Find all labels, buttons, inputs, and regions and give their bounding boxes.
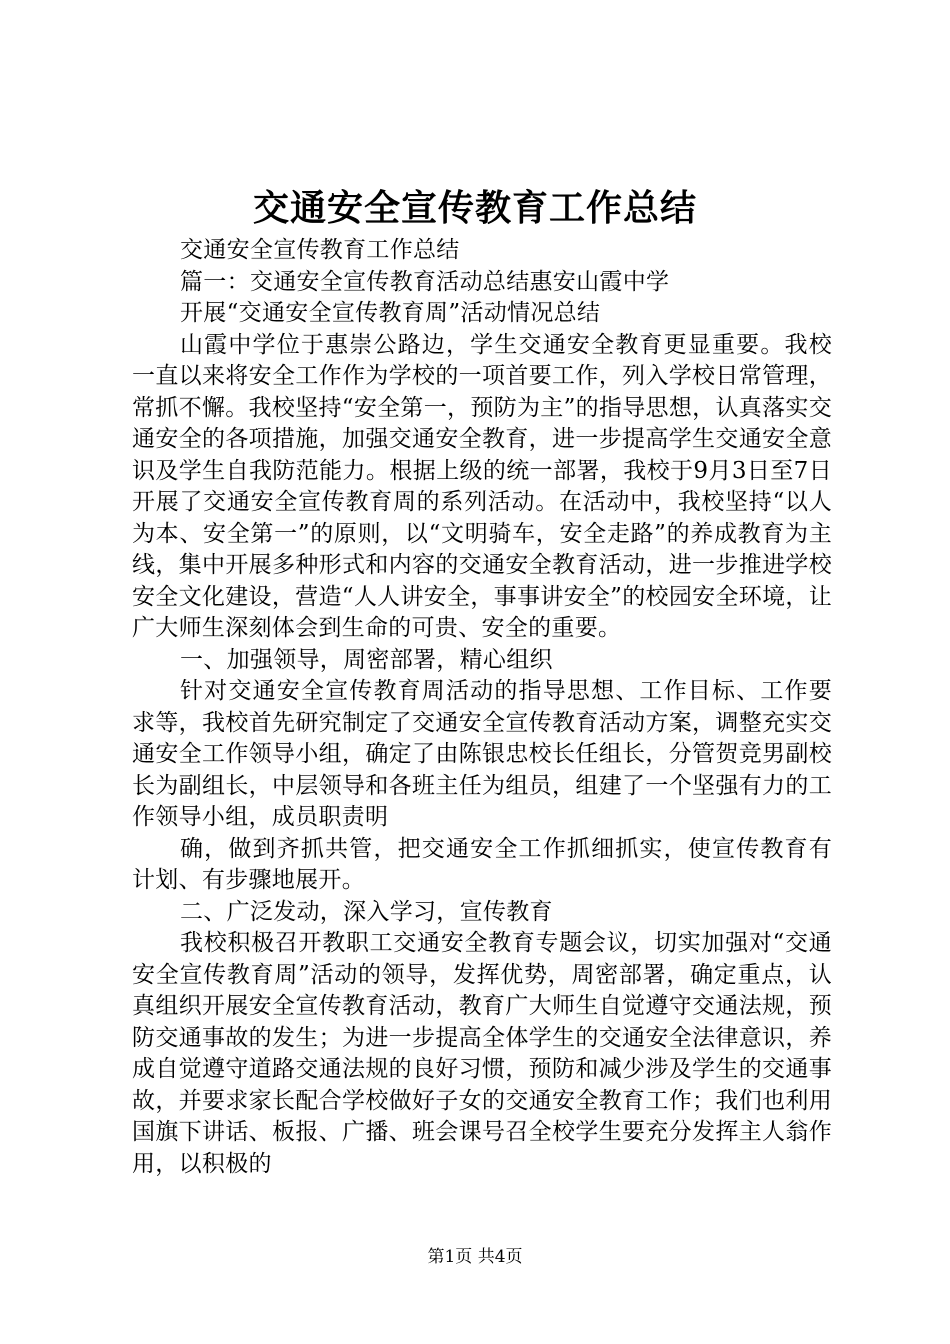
paragraph: 交通安全宣传教育工作总结 bbox=[180, 237, 460, 263]
paragraph: 篇一：交通安全宣传教育活动总结惠安山霞中学 bbox=[180, 268, 670, 295]
section-heading: 一、加强领导，周密部署，精心组织 bbox=[180, 646, 553, 673]
document-body bbox=[132, 235, 832, 1180]
section-heading: 二、广泛发动，深入学习，宣传教育 bbox=[180, 898, 553, 925]
paragraph: 开展“交通安全宣传教育周”活动情况总结 bbox=[180, 300, 601, 326]
paragraph: 确，做到齐抓共管，把交通安全工作抓细抓实，使宣传教育有计划、有步骤地展开。 bbox=[132, 835, 832, 893]
paragraph: 针对交通安全宣传教育周活动的指导思想、工作目标、工作要求等，我校首先研究制定了交通安全宣传教育活动方案，调整充实交通安全工作领导小组，确定了由陈银忠校长任组长，分管贺竞男副校长为副组长，中层领导和各班主任为组员，组建了一个坚强有力的工作领导小组，成员职责明 bbox=[132, 678, 832, 830]
paragraph: 山霞中学位于惠崇公路边，学生交通安全教育更显重要。我校一直以来将安全工作作为学校的一项首要工作，列入学校日常管理，常抓不懈。我校坚持“安全第一，预防为主”的指导思想，认真落实交通安全的各项措施，加强交通安全教育，进一步提高学生交通安全意识及学生自我防范能力。根据上级的统一部署，我校于9月3日至7日开展了交通安全宣传教育周的系列活动。在活动中，我校坚持“以人为本、安全第一”的原则，以“文明骑车，安全走路”的养成教育为主线，集中开展多种形式和内容的交通安全教育活动，进一步推进学校安全文化建设，营造“人人讲安全，事事讲安全”的校园安全环境，让广大师生深刻体会到生命的可贵、安全的重要。 bbox=[132, 331, 832, 641]
page-number-footer: 第1页 共4页 bbox=[427, 1247, 523, 1267]
document-title: 交通安全宣传教育工作总结 bbox=[252, 187, 697, 229]
paragraph: 我校积极召开教职工交通安全教育专题会议，切实加强对“交通安全宣传教育周”活动的领导，发挥优势，周密部署，确定重点，认真组织开展安全宣传教育活动，教育广大师生自觉遵守交通法规，预防交通事故的发生；为进一步提高全体学生的交通安全法律意识，养成自觉遵守道路交通法规的良好习惯，预防和减少涉及学生的交通事故，并要求家长配合学校做好子女的交通安全教育工作；我们也利用国旗下讲话、板报、广播、班会课号召全校学生要充分发挥主人翁作用，以积极的 bbox=[132, 930, 832, 1177]
